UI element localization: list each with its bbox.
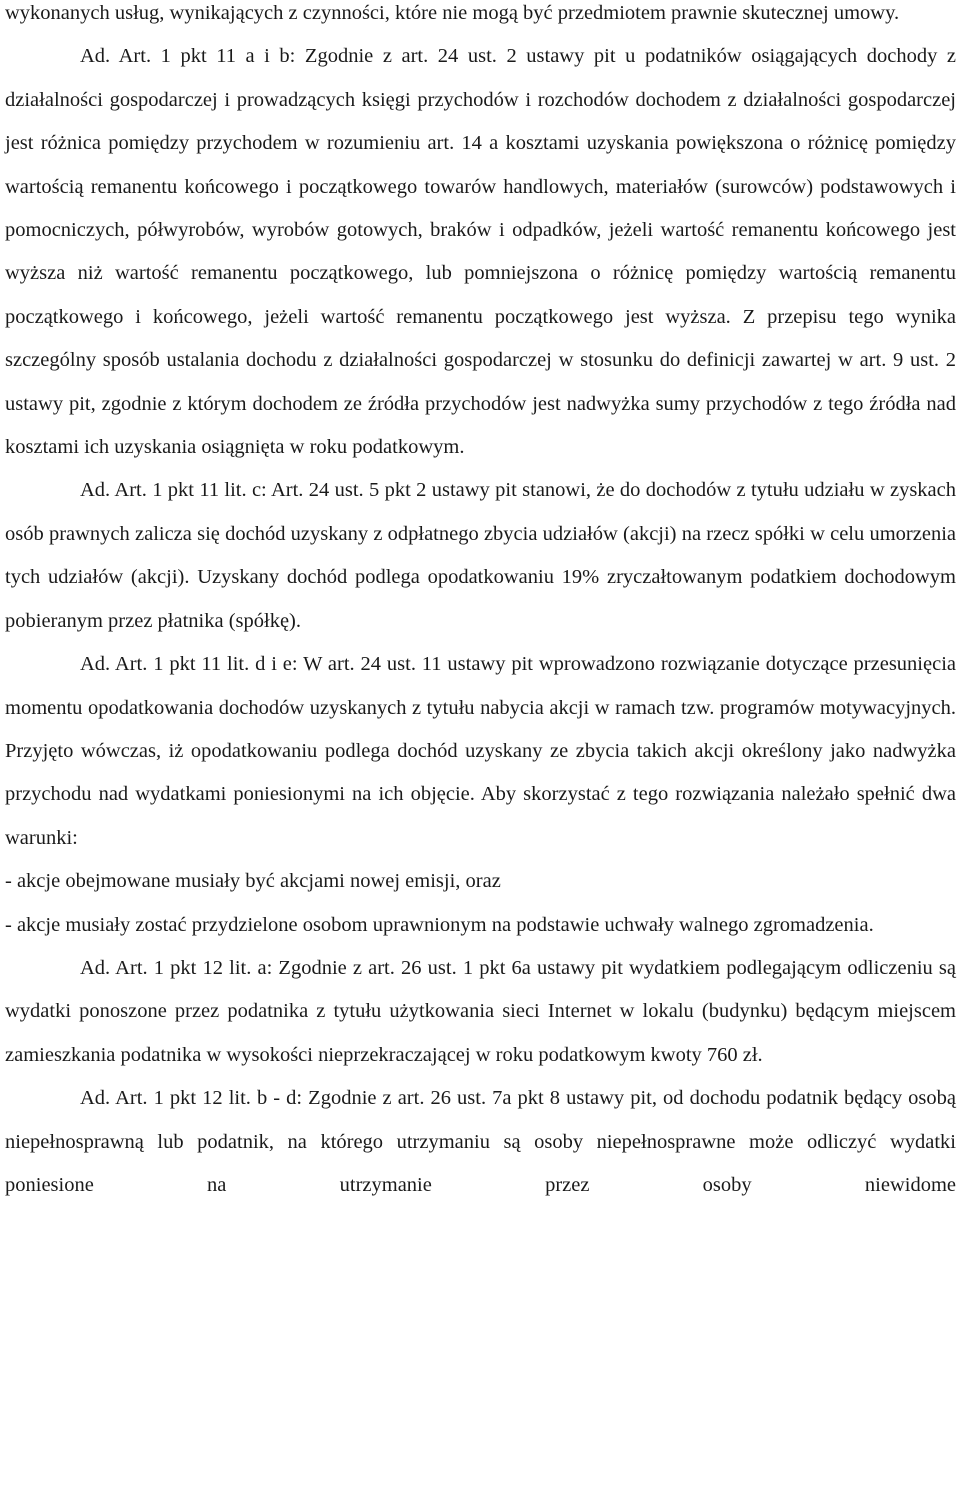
paragraph-art-1-pkt-12-b-d: Ad. Art. 1 pkt 12 lit. b - d: Zgodnie z art. 26 ust. 7a pkt 8 ustawy pit, od dochodu podatnik będący osobą niepełnosprawną lub podatnik, na którego utrzymaniu są osoby niepełnosprawne może odliczyć wydatki poniesione na utrzymanie przez osoby niewidome bbox=[5, 1087, 956, 1196]
paragraph-art-1-pkt-11-d-e: Ad. Art. 1 pkt 11 lit. d i e: W art. 24 ust. 11 ustawy pit wprowadzono rozwiązanie dotyczące przesunięcia momentu opodatkowania dochodów uzyskanych z tytułu nabycia akcji w ramach tzw. programów motywacyjnych. Przyjęto wówczas, iż opodatkowaniu podlega dochód uzyskany ze zbycia takich akcji określony jako nadwyżka przychodu nad wydatkami poniesionymi na ich objęcie. Aby skorzystać z tego rozwiązania należało spełnić dwa warunki: bbox=[5, 653, 956, 849]
paragraph-continuation: wykonanych usług, wynikających z czynności, które nie mogą być przedmiotem prawnie skutecznej umowy. bbox=[5, 2, 900, 24]
document-body bbox=[5, 0, 956, 1207]
paragraph-art-1-pkt-11-a-b: Ad. Art. 1 pkt 11 a i b: Zgodnie z art. 24 ust. 2 ustawy pit u podatników osiągających dochody z działalności gospodarczej i prowadzących księgi przychodów i rozchodów dochodem z działalności gospodarczej jest różnica pomiędzy przychodem w rozumieniu art. 14 a kosztami uzyskania powiększona o różnicę pomiędzy wartością remanentu końcowego i początkowego towarów handlowych, materiałów (surowców) podstawowych i pomocniczych, półwyrobów, wyrobów gotowych, braków i odpadków, jeżeli wartość remanentu końcowego jest wyższa niż wartość remanentu początkowego, lub pomniejszona o różnicę pomiędzy wartością remanentu początkowego i końcowego, jeżeli wartość remanentu początkowego jest wyższa. Z przepisu tego wynika szczególny sposób ustalania dochodu z działalności gospodarczej w stosunku do definicji zawartej w art. 9 ust. 2 ustawy pit, zgodnie z którym dochodem ze źródła przychodów jest nadwyżka sumy przychodów z tego źródła nad kosztami ich uzyskania osiągnięta w roku podatkowym. bbox=[5, 45, 956, 459]
list-item-condition-1: - akcje obejmowane musiały być akcjami nowej emisji, oraz bbox=[5, 870, 501, 893]
paragraph-art-1-pkt-12-a: Ad. Art. 1 pkt 12 lit. a: Zgodnie z art. 26 ust. 1 pkt 6a ustawy pit wydatkiem podlegającym odliczeniu są wydatki ponoszone przez podatnika z tytułu użytkowania sieci Internet w lokalu (budynku) będącym miejscem zamieszkania podatnika w wysokości nieprzekraczającej w roku podatkowym kwoty 760 zł. bbox=[5, 956, 956, 1066]
list-item-condition-2: - akcje musiały zostać przydzielone osobom uprawnionym na podstawie uchwały walnego zgromadzenia. bbox=[5, 913, 874, 936]
paragraph-art-1-pkt-11-c: Ad. Art. 1 pkt 11 lit. c: Art. 24 ust. 5 pkt 2 ustawy pit stanowi, że do dochodów z tytułu udziału w zyskach osób prawnych zalicza się dochód uzyskany z odpłatnego zbycia udziałów (akcji) na rzecz spółki w celu umorzenia tych udziałów (akcji). Uzyskany dochód podlega opodatkowaniu 19% zryczałtowanym podatkiem dochodowym pobieranym przez płatnika (spółkę). bbox=[5, 479, 956, 632]
